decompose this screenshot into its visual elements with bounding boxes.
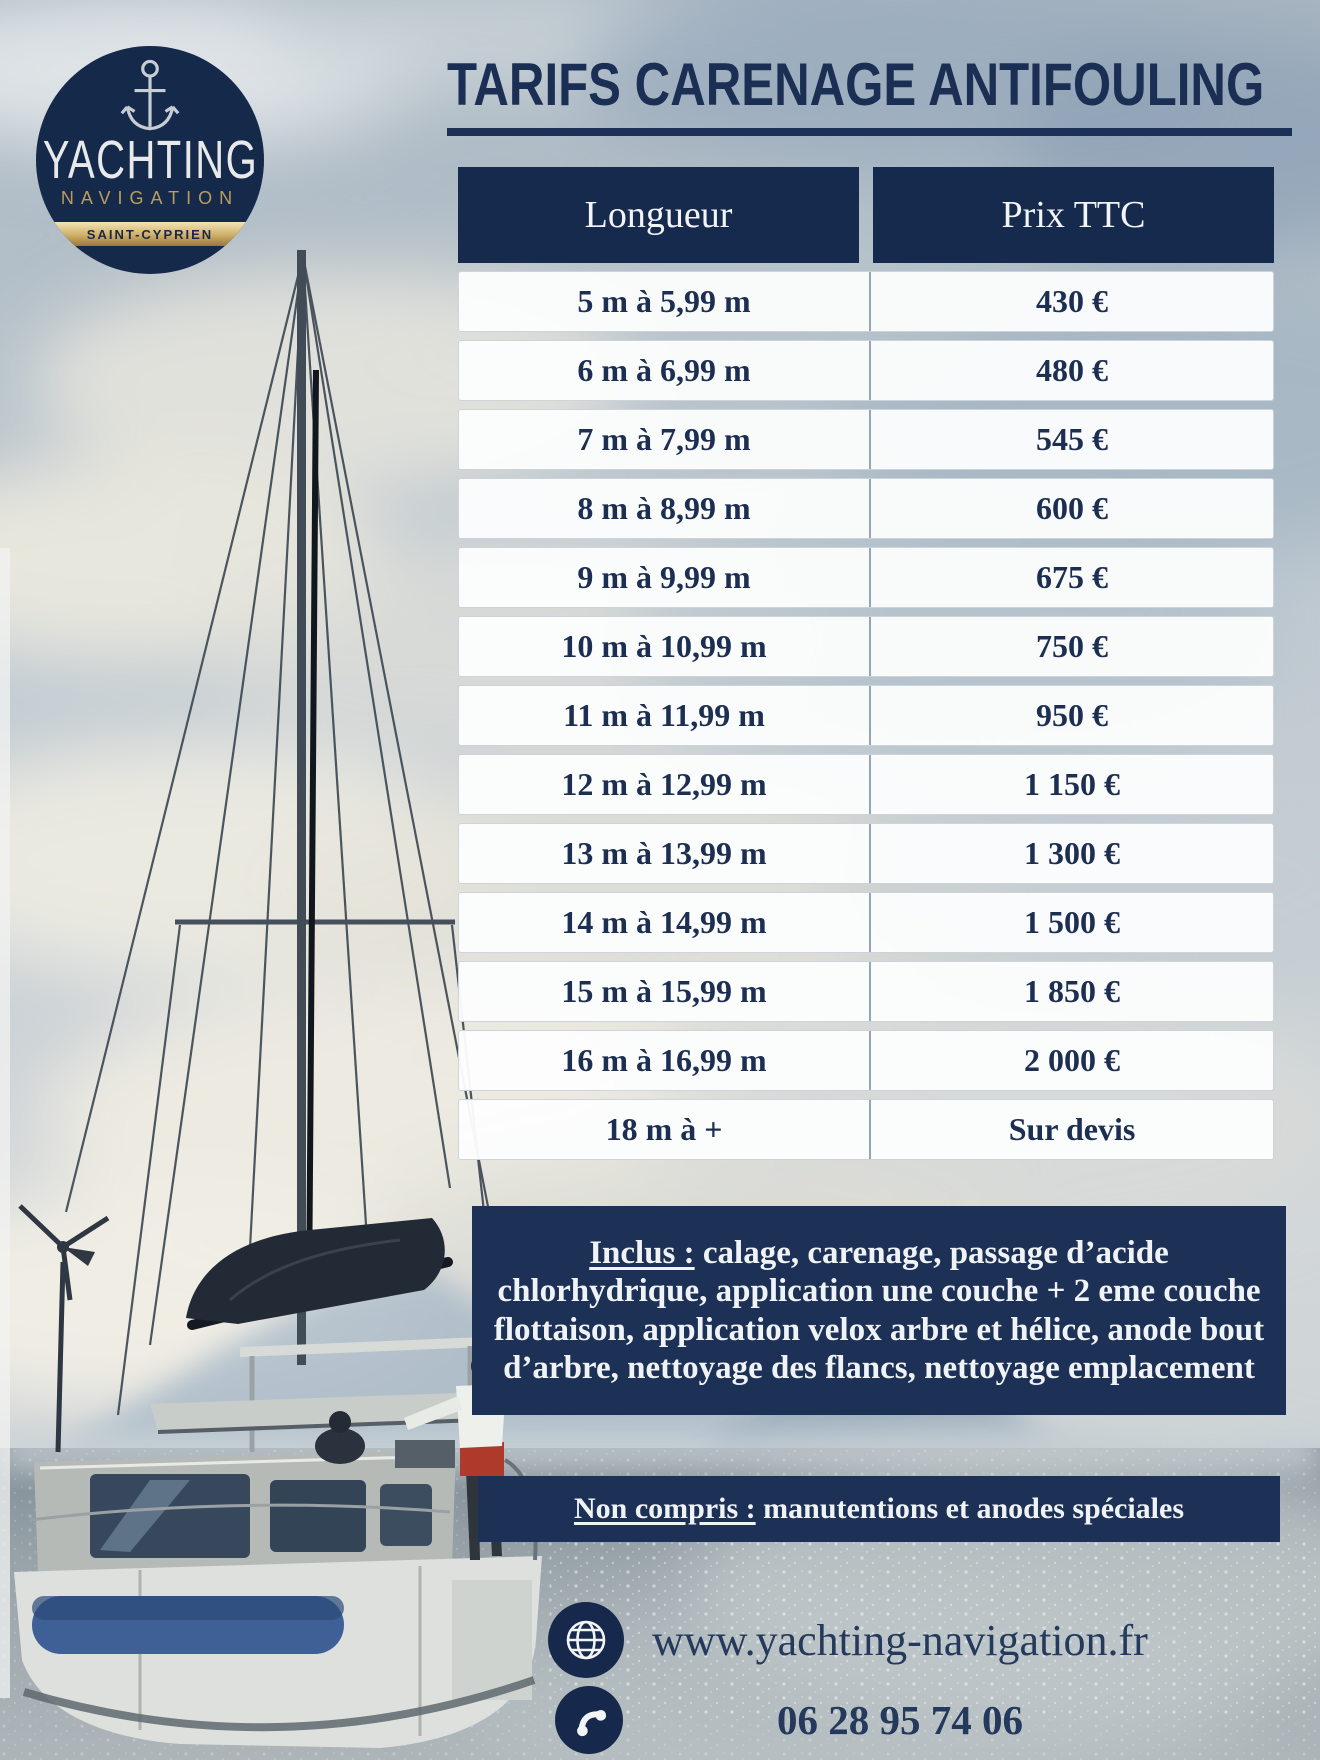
included-services-box <box>472 1206 1286 1415</box>
price-cell: 1 300 € <box>869 824 1273 883</box>
excluded-services-box <box>478 1476 1280 1542</box>
price-cell: 675 € <box>869 548 1273 607</box>
header-longueur: Longueur <box>458 167 859 263</box>
website-url: www.yachting-navigation.fr <box>652 1615 1148 1665</box>
length-cell: 7 m à 7,99 m <box>577 421 751 457</box>
length-cell: 18 m à + <box>605 1111 723 1147</box>
included-label: Inclus : <box>589 1235 695 1271</box>
price-cell: 2 000 € <box>869 1031 1273 1090</box>
length-cell: 14 m à 14,99 m <box>561 904 767 940</box>
length-cell: 13 m à 13,99 m <box>561 835 767 871</box>
price-cell: Sur devis <box>869 1100 1273 1159</box>
table-row <box>458 409 1274 470</box>
length-cell: 9 m à 9,99 m <box>577 559 751 595</box>
length-cell: 6 m à 6,99 m <box>577 352 751 388</box>
table-row <box>458 754 1274 815</box>
title-underline <box>447 128 1292 136</box>
price-cell: 545 € <box>869 410 1273 469</box>
phone-number: 06 28 95 74 06 <box>777 1697 1023 1743</box>
price-cell: 480 € <box>869 341 1273 400</box>
price-cell: 1 850 € <box>869 962 1273 1021</box>
price-cell: 1 500 € <box>869 893 1273 952</box>
price-cell: 750 € <box>869 617 1273 676</box>
table-row <box>458 961 1274 1022</box>
length-cell: 5 m à 5,99 m <box>577 283 751 319</box>
excluded-text: manutentions et anodes spéciales <box>763 1492 1184 1525</box>
price-cell: 950 € <box>869 686 1273 745</box>
table-row <box>458 478 1274 539</box>
table-row <box>458 892 1274 953</box>
price-cell: 600 € <box>869 479 1273 538</box>
anchor-icon <box>118 56 182 136</box>
excluded-label: Non compris : <box>573 1492 756 1525</box>
table-row <box>458 340 1274 401</box>
logo-ribbon: SAINT-CYPRIEN <box>36 222 264 246</box>
price-table-rows <box>458 271 1274 1160</box>
table-row <box>458 685 1274 746</box>
price-cell: 430 € <box>869 272 1273 331</box>
table-row <box>458 1099 1274 1160</box>
globe-icon <box>548 1602 624 1678</box>
price-table <box>458 167 1274 1160</box>
company-logo <box>36 46 264 274</box>
brand-name: YACHTING <box>42 130 258 190</box>
table-row <box>458 547 1274 608</box>
brand-subname: NAVIGATION <box>60 188 240 208</box>
table-row <box>458 823 1274 884</box>
table-row <box>458 271 1274 332</box>
length-cell: 12 m à 12,99 m <box>561 766 767 802</box>
header-prix: Prix TTC <box>873 167 1274 263</box>
price-cell: 1 150 € <box>869 755 1273 814</box>
length-cell: 11 m à 11,99 m <box>563 697 765 733</box>
table-row <box>458 1030 1274 1091</box>
phone-icon <box>555 1686 623 1754</box>
length-cell: 15 m à 15,99 m <box>561 973 767 1009</box>
price-table-header <box>458 167 1274 263</box>
table-row <box>458 616 1274 677</box>
length-cell: 8 m à 8,99 m <box>577 490 751 526</box>
included-text: calage, carenage, passage d’acide chlorhydrique, application une couche + 2 eme couche flottaison, application velox arbre et hélice, anode bout d’arbre, nettoyage des flancs, nettoyage emplacement <box>493 1235 1265 1386</box>
length-cell: 10 m à 10,99 m <box>561 628 767 664</box>
length-cell: 16 m à 16,99 m <box>561 1042 767 1078</box>
page-title: TARIFS CARENAGE ANTIFOULING <box>447 51 1265 118</box>
